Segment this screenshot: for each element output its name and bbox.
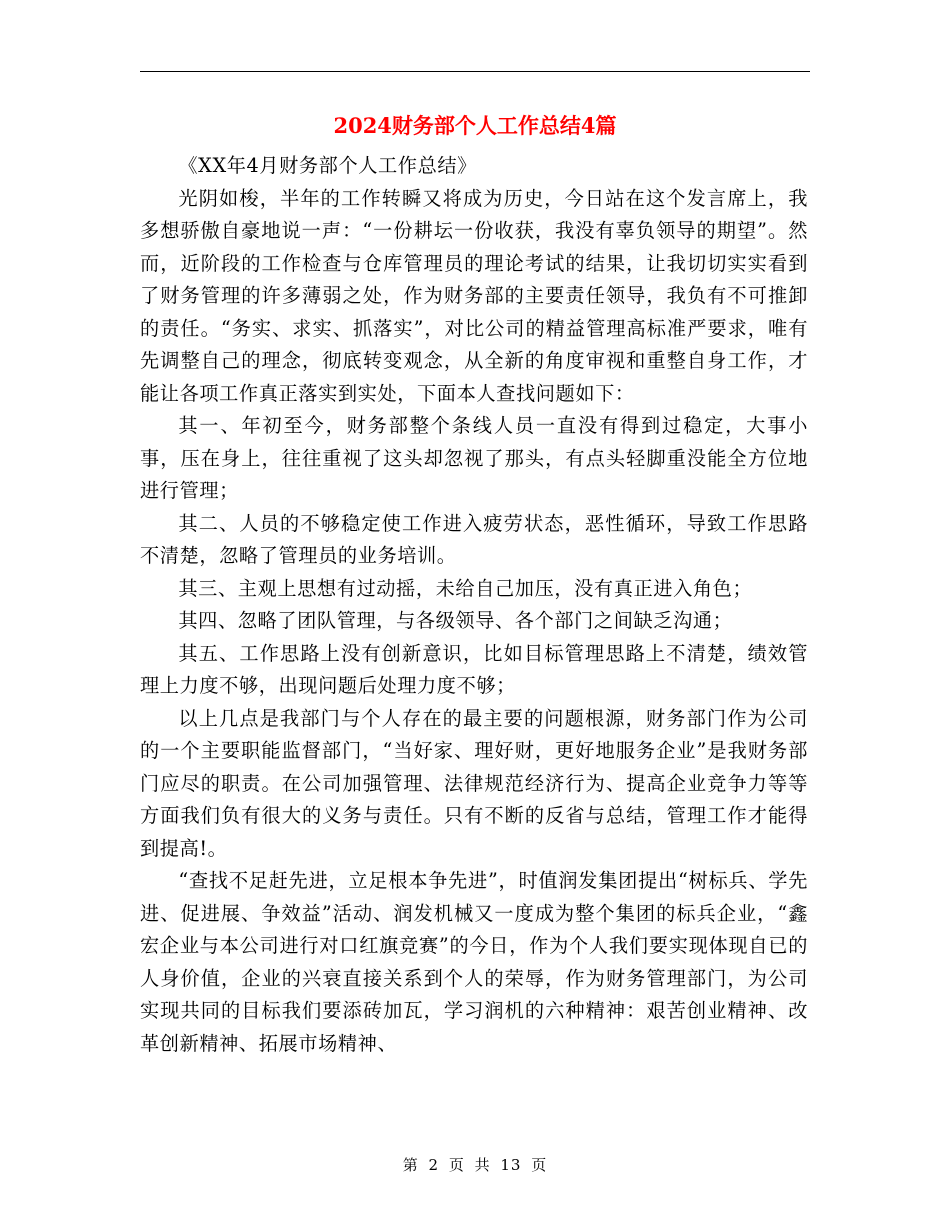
document-title: 2024财务部个人工作总结4篇	[333, 113, 617, 138]
paragraph-issue-3: 其三、主观上思想有过动摇，未给自己加压，没有真正进入角色；	[178, 576, 753, 600]
paragraph-issue-2: 其二、人员的不够稳定使工作进入疲劳状态，恶性循环，导致工作思路不清楚，忽略了管理员的业务培训。	[140, 511, 808, 567]
paragraph-issue-5: 其五、工作思路上没有创新意识，比如目标管理思路上不清楚，绩效管理上力度不够，出现问题后处理力度不够；	[140, 641, 808, 697]
paragraph-issue-4: 其四、忽略了团队管理，与各级领导、各个部门之间缺乏沟通；	[178, 609, 733, 632]
page-number-footer: 第 2 页 共 13 页	[402, 1156, 548, 1174]
document-subtitle: 《XX年4月财务部个人工作总结》	[178, 154, 477, 177]
paragraph-issue-1: 其一、年初至今，财务部整个条线人员一直没有得到过稳定，大事小事，压在身上，往往重视了这头却忽视了那头，有点头轻脚重没能全方位地进行管理；	[140, 414, 808, 502]
paragraph-summary: 以上几点是我部门与个人存在的最主要的问题根源，财务部门作为公司的一个主要职能监督部门，“当好家、理好财，更好地服务企业”是我财务部门应尽的职责。在公司加强管理、法律规范经济行为、提高企业竞争力等等方面我们负有很大的义务与责任。只有不断的反省与总结，管理工作才能得到提高!。	[140, 706, 808, 860]
document-body	[140, 150, 808, 1060]
paragraph-intro: 光阴如梭，半年的工作转瞬又将成为历史，今日站在这个发言席上，我多想骄傲自豪地说一声：“一份耕坛一份收获，我没有辜负领导的期望”。然而，近阶段的工作检查与仓库管理员的理论考试的结果，让我切切实实看到了财务管理的许多薄弱之处，作为财务部的主要责任领导，我负有不可推卸的责任。“务实、求实、抓落实”，对比公司的精益管理高标准严要求，唯有先调整自己的理念，彻底转变观念，从全新的角度审视和重整自身工作，才能让各项工作真正落实到实处，下面本人查找问题如下：	[140, 186, 808, 405]
paragraph-goals: “查找不足赶先进，立足根本争先进”，时值润发集团提出“树标兵、学先进、促进展、争效益”活动、润发机械又一度成为整个集团的标兵企业，“鑫宏企业与本公司进行对口红旗竞赛”的今日，作为个人我们要实现体现自已的人身价值，企业的兴衰直接关系到个人的荣辱，作为财务管理部门，为公司实现共同的目标我们要添砖加瓦，学习润机的六种精神：艰苦创业精神、改革创新精神、拓展市场精神、	[140, 869, 808, 1055]
header-rule	[140, 71, 810, 72]
